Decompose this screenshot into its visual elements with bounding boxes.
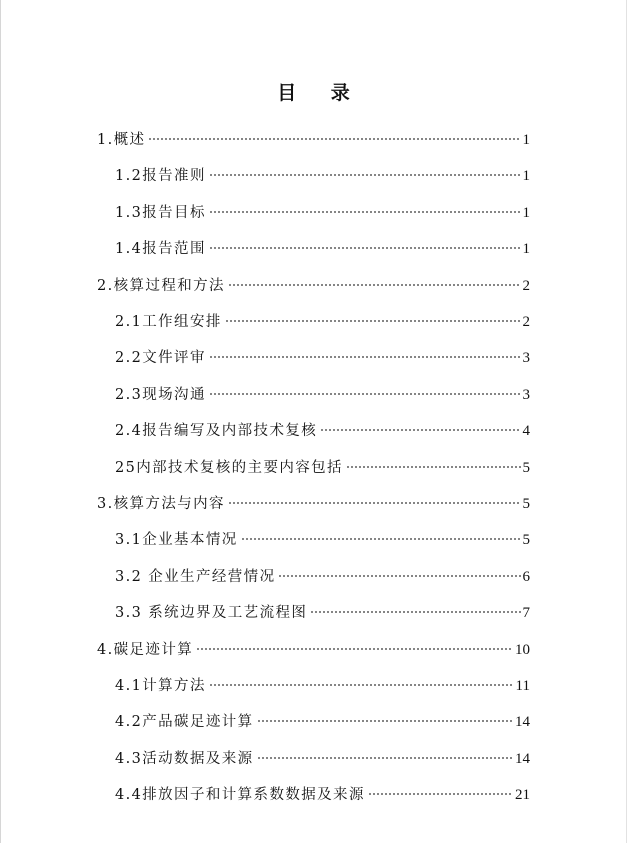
- toc-dot-leader: [257, 700, 513, 726]
- toc-dot-leader: [209, 664, 514, 690]
- toc-entry-page-number: 3: [522, 350, 530, 367]
- toc-entry[interactable]: [115, 773, 530, 804]
- toc-dot-leader: [320, 409, 520, 435]
- toc-entry-page-number: 2: [522, 277, 530, 294]
- toc-entry-label: 25内部技术复核的主要内容包括: [115, 459, 343, 476]
- toc-entry-label: 3.核算方法与内容: [97, 496, 225, 512]
- toc-entry-label: 2.1工作组安排: [115, 314, 222, 330]
- toc-entry-page-number: 14: [515, 750, 530, 767]
- toc-dot-leader: [209, 336, 521, 362]
- toc-entry-page-number: 14: [515, 714, 530, 731]
- toc-entry[interactable]: [97, 264, 530, 294]
- toc-dot-leader: [310, 591, 520, 617]
- toc-entry-label: 4.碳足迹计算: [97, 641, 194, 658]
- toc-entry-label: 2.核算过程和方法: [97, 277, 225, 294]
- toc-entry[interactable]: [115, 409, 530, 440]
- toc-entry[interactable]: [115, 555, 530, 585]
- toc-entry-label: 3.3 系统边界及工艺流程图: [115, 605, 308, 622]
- toc-dot-leader: [209, 373, 521, 399]
- toc-dot-leader: [278, 555, 520, 581]
- toc-dot-leader: [225, 300, 521, 326]
- toc-entry-page-number: 7: [522, 605, 530, 622]
- toc-dot-leader: [228, 482, 521, 508]
- toc-dot-leader: [209, 227, 521, 253]
- toc-entry-label: 4.2产品碳足迹计算: [115, 714, 254, 731]
- toc-entry-page-number: 1: [522, 241, 530, 258]
- toc-entry[interactable]: [97, 118, 530, 148]
- toc-entry[interactable]: [115, 591, 530, 622]
- toc-dot-leader: [241, 518, 521, 544]
- toc-entry[interactable]: [115, 300, 530, 330]
- toc-entry-page-number: 2: [522, 314, 530, 330]
- toc-entry-label: 1.4报告范围: [115, 241, 206, 258]
- toc-dot-leader: [368, 773, 513, 799]
- toc-entry-page-number: 6: [522, 568, 530, 585]
- toc-dot-leader: [228, 264, 521, 290]
- toc-entry[interactable]: [115, 518, 530, 549]
- toc-entry-page-number: 21: [515, 787, 530, 804]
- toc-entry[interactable]: [115, 737, 530, 767]
- toc-dot-leader: [346, 446, 521, 472]
- toc-dot-leader: [257, 737, 513, 763]
- toc-entry-label: 1.3报告目标: [115, 204, 206, 221]
- toc-entry[interactable]: [115, 664, 530, 694]
- toc-entry-page-number: 5: [522, 459, 530, 476]
- toc-entry[interactable]: [115, 373, 530, 403]
- toc-entry[interactable]: [115, 336, 530, 367]
- toc-title: 目 录: [277, 82, 364, 104]
- toc-entry-label: 4.3活动数据及来源: [115, 750, 254, 767]
- toc-entry-label: 4.1计算方法: [115, 678, 206, 694]
- toc-entry[interactable]: [115, 446, 530, 476]
- toc-entry[interactable]: [97, 482, 530, 512]
- toc-entry-page-number: 10: [515, 641, 530, 658]
- toc-entry-label: 2.2文件评审: [115, 350, 206, 367]
- toc-dot-leader: [148, 118, 520, 144]
- toc-entry-page-number: 4: [522, 423, 530, 440]
- toc-entry-page-number: 11: [515, 678, 530, 694]
- page-edge-left: [0, 0, 1, 843]
- toc-entry-page-number: 1: [522, 132, 530, 148]
- toc-dot-leader: [196, 628, 513, 654]
- toc-entry[interactable]: [115, 154, 530, 185]
- toc-entry-page-number: 3: [522, 386, 530, 403]
- toc-entry-label: 4.4排放因子和计算系数数据及来源: [115, 787, 365, 804]
- toc-entry[interactable]: [97, 628, 530, 658]
- toc-entry[interactable]: [115, 227, 530, 258]
- toc-entry-label: 3.2 企业生产经营情况: [115, 568, 276, 585]
- toc-entry-label: 1.2报告准则: [115, 168, 206, 185]
- toc-entry-page-number: 1: [522, 168, 530, 185]
- toc-entry[interactable]: [115, 700, 530, 731]
- toc-entry-label: 3.1企业基本情况: [115, 532, 238, 549]
- toc-entry-page-number: 1: [522, 204, 530, 221]
- toc-entry-label: 1.概述: [97, 132, 146, 148]
- toc-dot-leader: [209, 154, 521, 180]
- toc-dot-leader: [209, 191, 521, 217]
- toc-entry-label: 2.4报告编写及内部技术复核: [115, 423, 318, 440]
- toc-entry-page-number: 5: [522, 496, 530, 512]
- toc-entry[interactable]: [115, 191, 530, 221]
- toc-entry-page-number: 5: [522, 532, 530, 549]
- toc-entry-label: 2.3现场沟通: [115, 386, 206, 403]
